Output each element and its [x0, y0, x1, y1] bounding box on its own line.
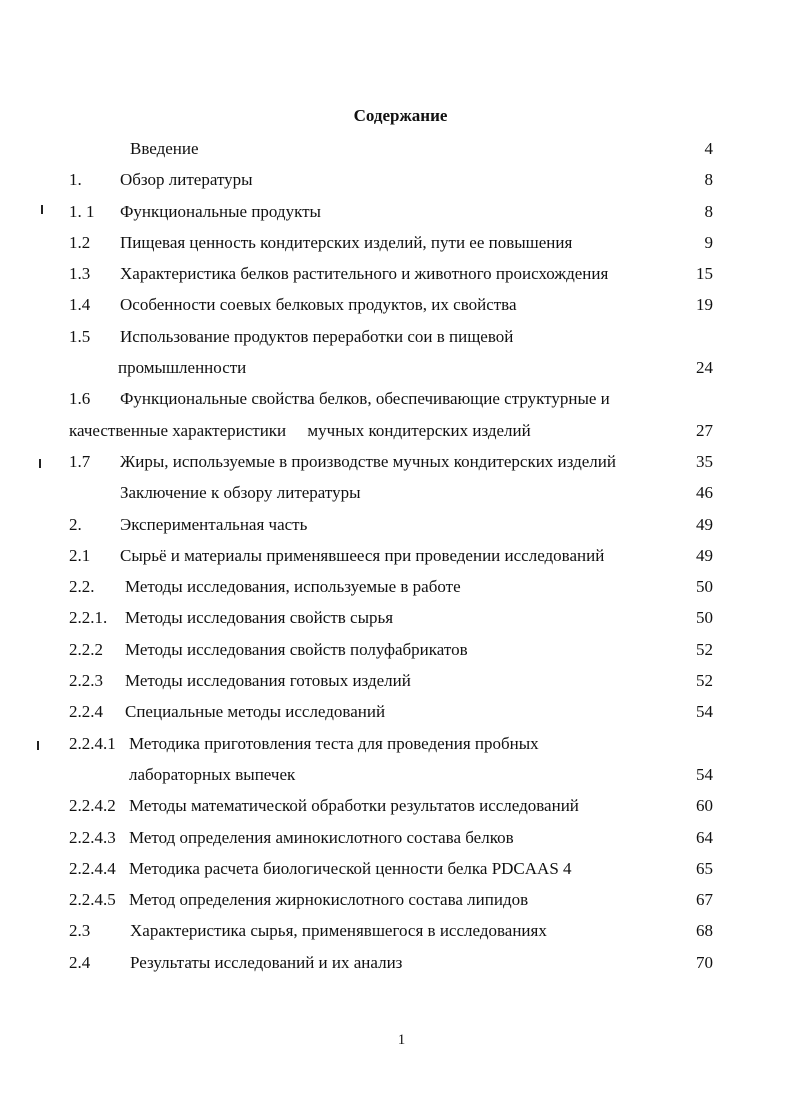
toc-entry-number: 1.7 — [69, 451, 91, 471]
toc-entry-number: 2. — [69, 514, 82, 534]
toc-entry-title: Методы исследования, используемые в работе — [125, 577, 461, 597]
toc-entry-title: Результаты исследований и их анализ — [130, 952, 403, 972]
table-of-contents — [0, 136, 795, 981]
toc-entry-number: 2.2.1. — [69, 608, 108, 628]
toc-entry — [0, 167, 795, 198]
toc-entry-title: лабораторных выпечек — [129, 764, 296, 784]
toc-entry-number: 2.2. — [69, 577, 95, 597]
toc-entry-page: 9 — [704, 232, 713, 252]
toc-entry-title: Заключение к обзору литературы — [120, 483, 361, 503]
toc-entry-page: 52 — [696, 671, 713, 691]
toc-entry-number: 2.2.2 — [69, 639, 103, 659]
toc-entry-page: 50 — [696, 608, 713, 628]
toc-entry — [0, 386, 795, 417]
toc-entry-title: Функциональные продукты — [120, 201, 321, 221]
toc-entry — [0, 856, 795, 887]
toc-entry-page: 65 — [696, 858, 713, 878]
toc-entry — [0, 731, 795, 762]
toc-entry-title: Методы исследования свойств сырья — [125, 608, 394, 628]
toc-entry-page: 52 — [696, 639, 713, 659]
toc-entry-page: 49 — [696, 545, 713, 565]
toc-entry-page: 70 — [696, 952, 713, 972]
toc-entry-page: 54 — [696, 702, 713, 722]
toc-entry-page: 19 — [696, 295, 713, 315]
toc-entry — [0, 230, 795, 261]
toc-entry — [0, 605, 795, 636]
toc-entry-number: 2.2.4 — [69, 702, 103, 722]
toc-entry-title: Особенности соевых белковых продуктов, их свойства — [120, 295, 517, 315]
toc-entry — [0, 292, 795, 323]
toc-entry-continuation — [0, 418, 795, 449]
toc-entry-page: 15 — [696, 264, 713, 284]
toc-entry — [0, 668, 795, 699]
toc-entry-title: Методика расчета биологической ценности белка PDCAAS 4 — [129, 858, 572, 878]
toc-entry — [0, 512, 795, 543]
toc-entry-title: качественные характеристики мучных кондитерских изделий — [69, 420, 531, 440]
toc-entry-page: 68 — [696, 921, 713, 941]
toc-entry-title: Методика приготовления теста для проведения пробных — [129, 733, 539, 753]
toc-entry-number: 1.3 — [69, 264, 91, 284]
toc-entry-page: 64 — [696, 827, 713, 847]
toc-entry-number: 2.2.3 — [69, 671, 103, 691]
toc-entry-number: 2.1 — [69, 545, 91, 565]
toc-entry-number: 1.5 — [69, 326, 91, 346]
toc-entry-title: Методы математической обработки результатов исследований — [129, 796, 579, 816]
toc-entry-title: Экспериментальная часть — [120, 514, 308, 534]
toc-entry-title: Использование продуктов переработки сои в пищевой — [120, 326, 514, 346]
toc-entry-title: Специальные методы исследований — [125, 702, 386, 722]
toc-entry-number: 2.2.4.3 — [69, 827, 116, 847]
toc-entry-page: 49 — [696, 514, 713, 534]
toc-entry-number: 1.6 — [69, 389, 91, 409]
toc-entry-title: Сырьё и материалы применявшееся при проведении исследований — [120, 545, 605, 565]
toc-entry-title: Введение — [130, 139, 199, 158]
toc-entry-page: 46 — [696, 483, 713, 503]
scan-speck — [41, 205, 43, 214]
toc-entry-title: Пищевая ценность кондитерских изделий, пути ее повышения — [120, 232, 573, 252]
toc-entry-number: 1. 1 — [69, 201, 95, 221]
toc-entry-title: Метод определения жирнокислотного состава липидов — [129, 890, 529, 910]
toc-entry — [0, 480, 795, 511]
scan-speck — [37, 741, 39, 750]
toc-entry-title: Метод определения аминокислотного состава белков — [129, 827, 514, 847]
toc-entry — [0, 199, 795, 230]
toc-entry-number: 1.4 — [69, 295, 91, 315]
toc-entry-number: 2.2.4.4 — [69, 858, 116, 878]
toc-entry-page: 4 — [704, 139, 713, 158]
toc-entry — [0, 136, 795, 167]
toc-entry-title: Жиры, используемые в производстве мучных кондитерских изделий — [120, 451, 616, 471]
toc-entry-page: 8 — [704, 170, 713, 190]
toc-entry-page: 67 — [696, 890, 713, 910]
toc-entry-title: промышленности — [118, 358, 247, 378]
toc-entry-page: 54 — [696, 764, 713, 784]
toc-entry-title: Характеристика белков растительного и животного происхождения — [120, 264, 609, 284]
toc-entry — [0, 699, 795, 730]
toc-entry-page: 24 — [696, 358, 713, 378]
page-number: 1 — [397, 1032, 406, 1048]
toc-entry-number: 1.2 — [69, 232, 91, 252]
toc-entry — [0, 887, 795, 918]
toc-entry-title: Характеристика сырья, применявшегося в исследованиях — [130, 921, 547, 941]
toc-entry — [0, 574, 795, 605]
toc-entry — [0, 793, 795, 824]
toc-entry-number: 2.2.4.2 — [69, 796, 116, 816]
toc-entry-page: 60 — [696, 796, 713, 816]
toc-entry-number: 2.2.4.5 — [69, 890, 116, 910]
toc-entry-page: 35 — [696, 451, 713, 471]
toc-entry — [0, 637, 795, 668]
toc-entry-title: Функциональные свойства белков, обеспечивающие структурные и — [120, 389, 610, 409]
toc-entry-number: 2.3 — [69, 921, 91, 941]
page-title: Содержание — [353, 106, 448, 125]
scan-speck — [39, 459, 41, 468]
toc-entry — [0, 918, 795, 949]
toc-entry — [0, 543, 795, 574]
toc-entry-number: 1. — [69, 170, 82, 190]
toc-entry-number: 2.2.4.1 — [69, 733, 116, 753]
toc-entry-title: Обзор литературы — [120, 170, 253, 190]
toc-entry-page: 27 — [696, 420, 713, 440]
toc-entry-continuation — [0, 762, 795, 793]
toc-entry — [0, 825, 795, 856]
toc-entry-continuation — [0, 355, 795, 386]
toc-entry-number: 2.4 — [69, 952, 91, 972]
toc-entry — [0, 449, 795, 480]
toc-entry — [0, 324, 795, 355]
toc-entry-page: 50 — [696, 577, 713, 597]
toc-entry — [0, 261, 795, 292]
toc-entry — [0, 950, 795, 981]
toc-entry-page: 8 — [704, 201, 713, 221]
toc-entry-title: Методы исследования свойств полуфабрикатов — [125, 639, 468, 659]
toc-entry-title: Методы исследования готовых изделий — [125, 671, 411, 691]
